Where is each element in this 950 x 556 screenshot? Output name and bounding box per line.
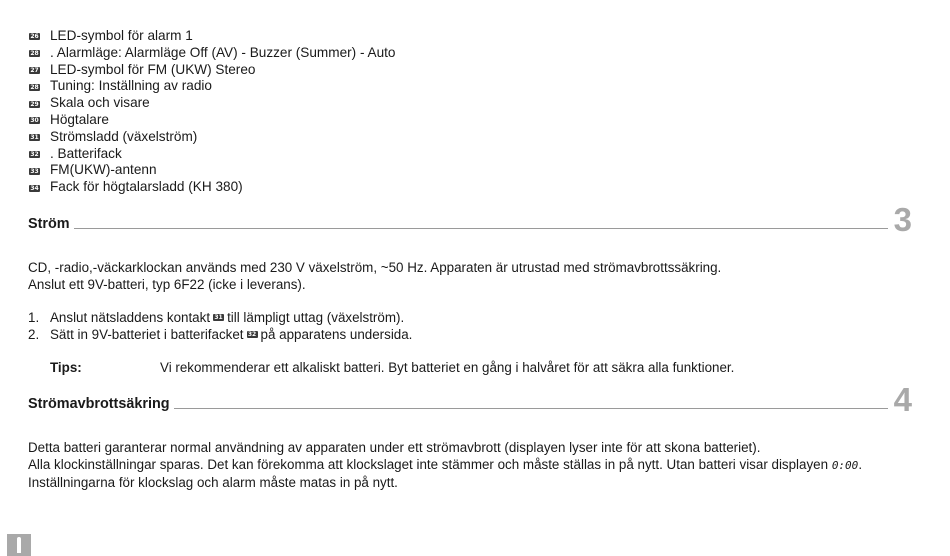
step-number: 2.: [28, 327, 40, 342]
section-header-stromavbrott: [28, 374, 950, 418]
item-number-badge: 31: [30, 134, 39, 142]
info-tab-icon: [7, 534, 31, 556]
list-item: [29, 95, 396, 112]
item-number-badge: 26: [30, 33, 39, 41]
section-title: Ström: [28, 216, 74, 232]
list-item-text: Skala och visare: [50, 95, 150, 111]
paragraph-line: Anslut ett 9V-batteri, typ 6F22 (icke i leverans).: [28, 277, 306, 292]
section-header-strom: [28, 194, 950, 238]
list-item: [29, 45, 396, 62]
list-item-text: . Batterifack: [50, 145, 122, 161]
section-divider: [28, 228, 888, 229]
paragraph: [28, 259, 721, 293]
list-item: [29, 28, 396, 45]
paragraph-text: .: [858, 457, 863, 472]
display-digits: 0:00: [831, 459, 859, 472]
list-item-text: Fack för högtalarsladd (KH 380): [50, 179, 243, 195]
step-text: på apparatens undersida.: [260, 327, 413, 342]
list-item: [29, 78, 396, 95]
paragraph: [28, 439, 862, 491]
list-item-text: Högtalare: [50, 111, 109, 127]
list-item: [29, 146, 396, 163]
step-item: [28, 309, 412, 326]
step-text: Sätt in 9V-batteriet i batterifacket: [50, 327, 244, 342]
list-item-text: FM(UKW)-antenn: [50, 162, 157, 178]
paragraph-text: Alla klockinställningar sparas. Det kan förekomma att klockslaget inte stämmer och måste ställas in på nytt. Utan batteri visar displayen: [28, 457, 829, 472]
section-number: 3: [893, 201, 912, 238]
tips-text: Vi rekommenderar ett alkaliskt batteri. Byt batteriet en gång i halvåret för att säkra alla funktioner.: [160, 360, 735, 375]
component-list: [29, 28, 396, 196]
section-number: 4: [893, 381, 912, 418]
list-item-text: . Alarmläge: Alarmläge Off (AV) - Buzzer (Summer) - Auto: [50, 44, 396, 60]
list-item: [29, 129, 396, 146]
step-item: [28, 326, 412, 343]
item-number-badge: 28: [30, 83, 39, 91]
item-number-badge: 33: [30, 167, 39, 175]
item-number-badge: 34: [30, 184, 39, 192]
tips-label: Tips:: [50, 360, 82, 375]
list-item: [29, 162, 396, 179]
item-number-badge: 27: [30, 66, 39, 74]
item-number-badge: 30: [30, 117, 39, 125]
step-number: 1.: [28, 310, 40, 325]
item-number-badge: 32: [247, 330, 257, 338]
item-number-badge: 28: [30, 50, 39, 58]
list-item-text: Strömsladd (växelström): [50, 128, 198, 144]
item-number-badge: 29: [30, 100, 39, 108]
paragraph-line: CD, -radio,-väckarklockan används med 230 V växelström, ~50 Hz. Apparaten är utrustad med strömavbrottssäkring.: [28, 260, 722, 275]
list-item: [29, 112, 396, 129]
paragraph-line: Inställningarna för klockslag och alarm måste matas in på nytt.: [28, 475, 398, 490]
step-text: till lämpligt uttag (växelström).: [227, 310, 405, 325]
item-number-badge: 31: [214, 313, 223, 321]
list-item-text: Tuning: Inställning av radio: [50, 78, 212, 94]
item-number-badge: 32: [30, 150, 39, 158]
step-text: Anslut nätsladdens kontakt: [50, 310, 211, 325]
section-title: Strömavbrottsäkring: [28, 396, 174, 412]
paragraph-line: Detta batteri garanterar normal användning av apparaten under ett strömavbrott (displayen lyser inte för att skona batteriet).: [28, 440, 761, 455]
steps-list: [28, 309, 412, 343]
list-item-text: LED-symbol för FM (UKW) Stereo: [50, 61, 256, 77]
list-item-text: LED-symbol för alarm 1: [50, 28, 193, 43]
paragraph-line: [28, 456, 862, 474]
list-item: [29, 62, 396, 79]
